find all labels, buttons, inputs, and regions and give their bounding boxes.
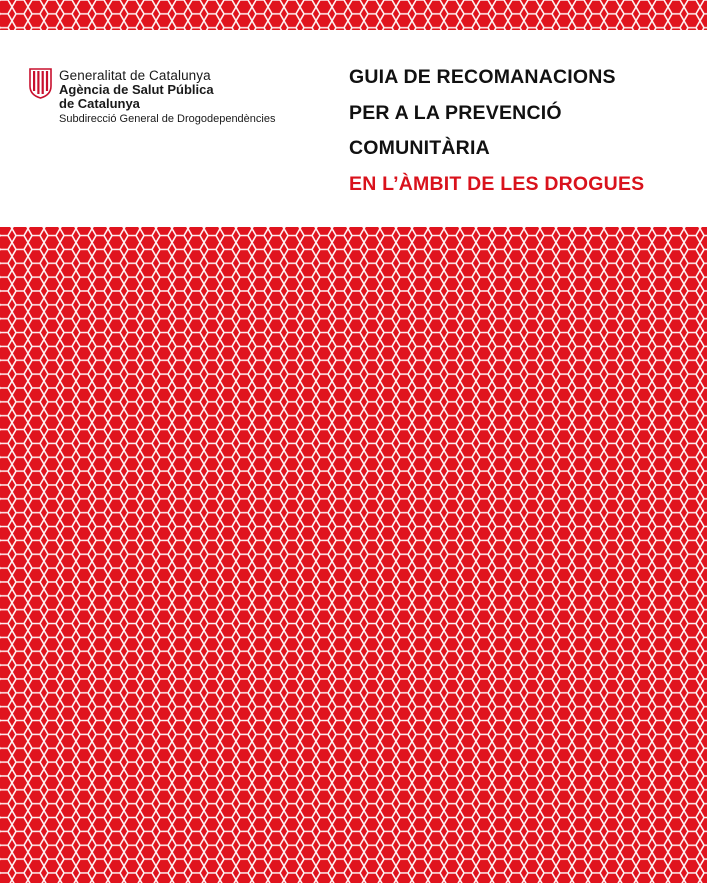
senyera-icon [28, 68, 53, 99]
title-line-4-accent: EN L’ÀMBIT DE LES DROGUES [349, 172, 645, 195]
title-line-1: GUIA DE RECOMANACIONS [349, 66, 616, 88]
publisher-logo-block [28, 68, 275, 126]
agency-name-line1: Agència de Salut Pública [59, 82, 214, 97]
title-line-2: PER A LA PREVENCIÓ [349, 101, 562, 124]
government-name: Generalitat de Catalunya [59, 68, 211, 83]
title-line-3: COMUNITÀRIA [349, 137, 490, 159]
document-title [349, 60, 699, 202]
agency-name-line2: de Catalunya [59, 96, 140, 111]
department-name: Subdirecció General de Drogodependències [59, 113, 276, 125]
publisher-text [59, 68, 275, 126]
